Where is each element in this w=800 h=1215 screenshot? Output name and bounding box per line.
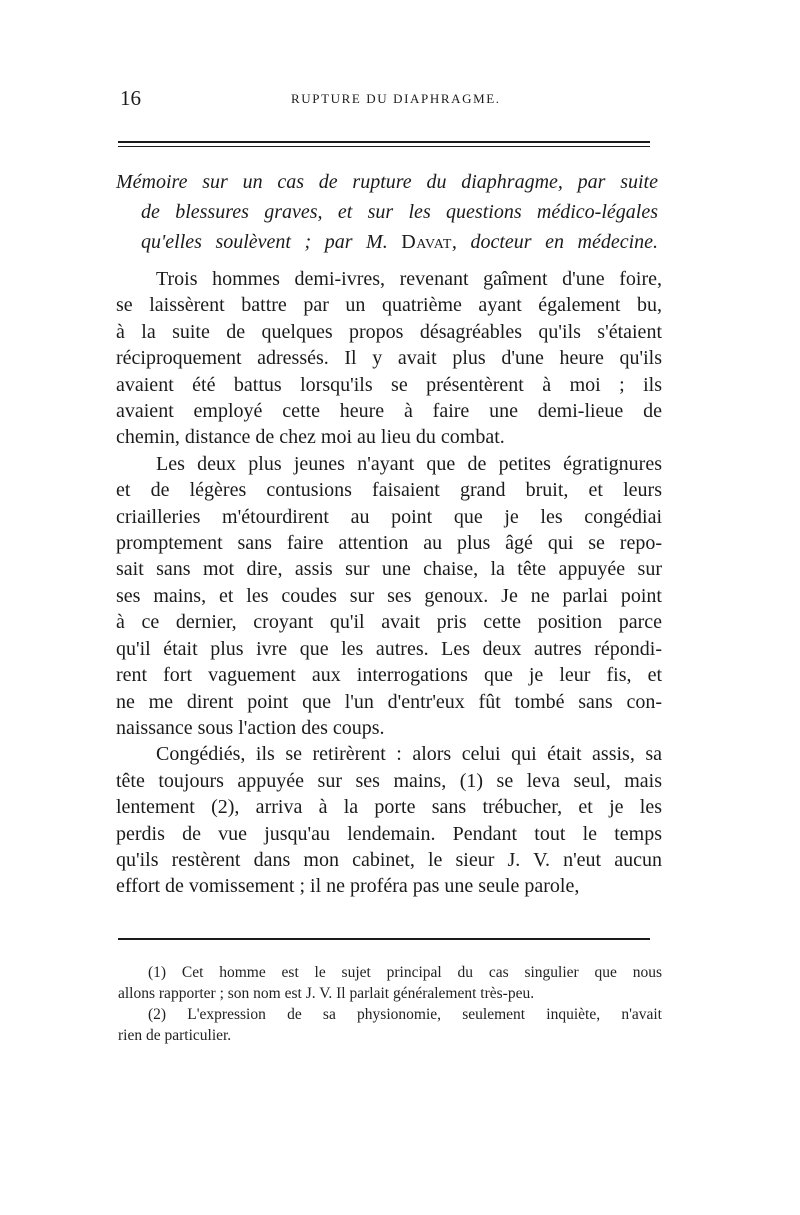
text-line: et de légères contusions faisaient grand bruit, et leurs <box>116 479 662 502</box>
text-line: à la suite de quelques propos désagréables qu'ils s'étaient <box>116 320 662 343</box>
footnote <box>118 962 662 1004</box>
text-line: perdis de vue jusqu'au lendemain. Pendant tout le temps <box>116 822 662 845</box>
header-rule <box>118 141 650 143</box>
footnote-rule <box>118 938 650 940</box>
heading-suffix: , docteur en médecine. <box>451 231 659 253</box>
text-line: Les deux plus jeunes n'ayant que de petites égratignures <box>156 452 662 475</box>
heading-line-author <box>116 227 658 257</box>
running-head <box>116 86 656 110</box>
text-line: Congédiés, ils se retirèrent : alors celui qui était assis, sa <box>156 743 662 766</box>
heading-line: Mémoire sur un cas de rupture du diaphragme, par suite <box>116 171 658 193</box>
text-line: qu'ils restèrent dans mon cabinet, le sieur J. V. n'eut aucun <box>116 848 662 871</box>
text-line: sait sans mot dire, assis sur une chaise, la tête appuyée sur <box>116 558 662 581</box>
text-line: chemin, distance de chez moi au lieu du combat. <box>116 426 505 449</box>
text-line: réciproquement adressés. Il y avait plus d'une heure qu'ils <box>116 347 662 370</box>
text-line: à ce dernier, croyant qu'il avait pris cette position parce <box>116 611 662 634</box>
page-number: 16 <box>120 86 141 110</box>
heading-prefix: qu'elles soulèvent ; par M. <box>141 231 388 253</box>
heading-line: de blessures graves, et sur les questions médico-légales <box>141 201 658 223</box>
text-line: naissance sous l'action des coups. <box>116 716 385 739</box>
text-line: lentement (2), arriva à la porte sans trébucher, et je les <box>116 796 662 819</box>
text-line: Trois hommes demi-ivres, revenant gaîment d'une foire, <box>156 268 662 290</box>
text-line: promptement sans faire attention au plus âgé qui se repo- <box>116 532 662 555</box>
text-line: ne me dirent point que l'un d'entr'eux fût tombé sans con- <box>116 690 662 713</box>
paragraph <box>116 266 662 451</box>
text-line: (2) L'expression de sa physionomie, seulement inquiète, n'avait <box>148 1006 662 1023</box>
text-line: allons rapporter ; son nom est J. V. Il parlait généralement très-peu. <box>118 985 535 1002</box>
text-line: qu'il était plus ivre que les autres. Les deux autres répondi- <box>116 637 662 660</box>
text-line: avaient employé cette heure à faire une demi-lieue de <box>116 400 662 423</box>
footnotes <box>118 962 662 1046</box>
text-line: se laissèrent battre par un quatrième ayant également bu, <box>116 294 662 317</box>
text-line: (1) Cet homme est le sujet principal du cas singulier que nous <box>148 964 662 981</box>
article-heading <box>116 167 658 257</box>
footnote <box>118 1004 662 1046</box>
paragraph <box>116 741 662 899</box>
author-name: Davat <box>401 231 452 253</box>
text-line: effort de vomissement ; il ne proféra pas une seule parole, <box>116 875 580 898</box>
running-title: RUPTURE DU DIAPHRAGME. <box>291 91 501 106</box>
text-line: ses mains, et les coudes sur ses genoux. Je ne parlai point <box>116 584 662 607</box>
paragraph <box>116 451 662 741</box>
text-line: criailleries m'étourdirent au point que je les congédiai <box>116 505 662 528</box>
text-line: avaient été battus lorsqu'ils se présentèrent à moi ; ils <box>116 373 662 396</box>
text-line: tête toujours appuyée sur ses mains, (1) se leva seul, mais <box>116 769 662 792</box>
text-line: rent fort vaguement aux interrogations que je leur fis, et <box>116 664 662 687</box>
text-line: rien de particulier. <box>118 1027 232 1044</box>
body-text <box>116 266 662 900</box>
